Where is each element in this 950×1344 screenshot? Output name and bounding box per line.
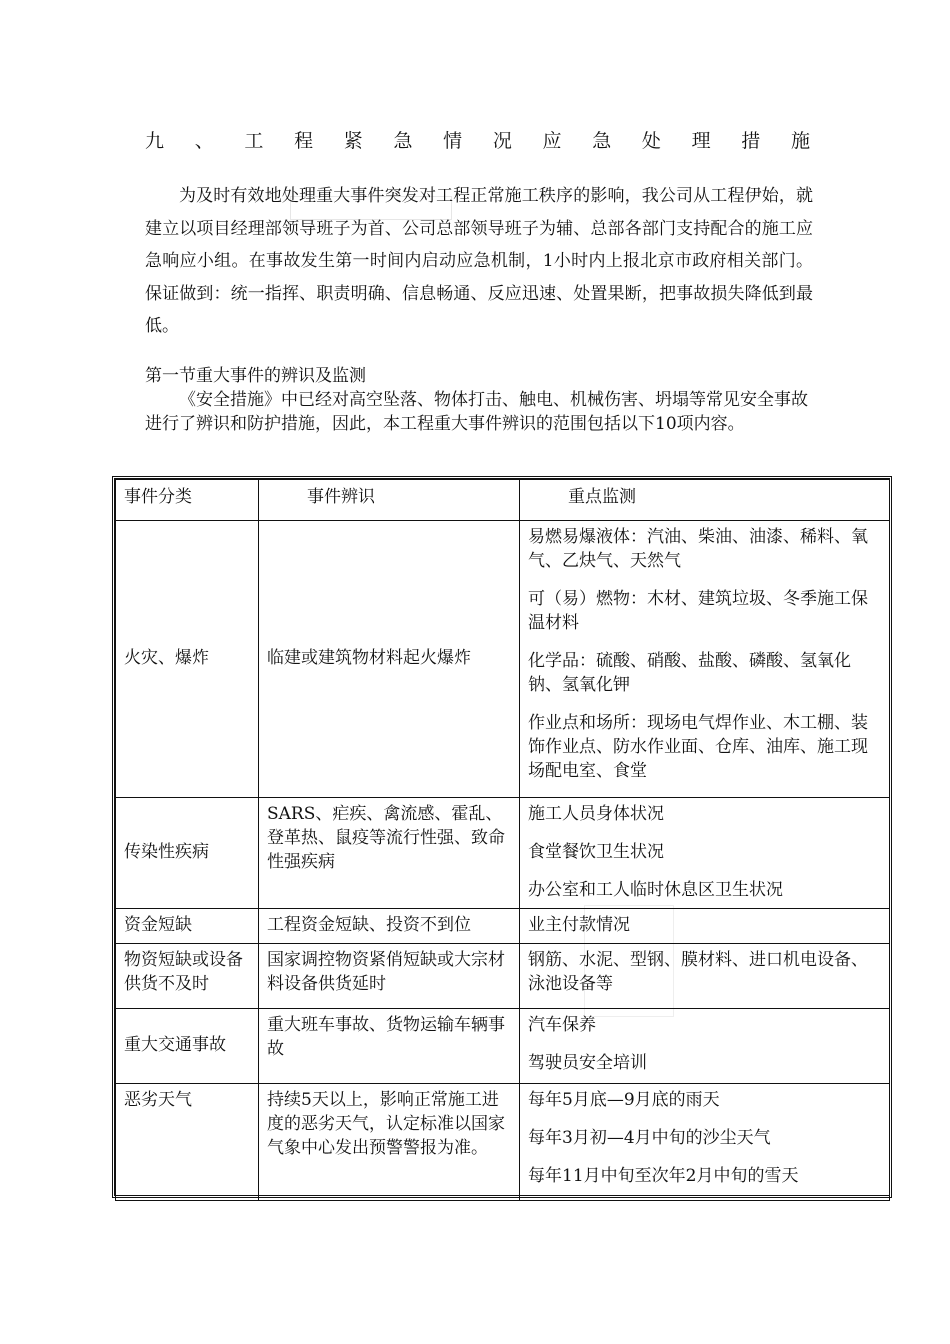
intro-paragraph: 为及时有效地处理重大事件突发对工程正常施工秩序的影响，我公司从工程伊始，就建立以项目经理部领导班子为首、公司总部领导班子为辅、总部各部门支持配合的施工应急响应小组。在事故发生第一时间内启动应急机制，1小时内上报北京市政府相关部门。保证做到：统一指挥、职责明确、信息畅通、反应迅速、处置果断，把事故损失降低到最低。 — [145, 186, 813, 336]
table-row — [116, 1009, 890, 1084]
cell-monitoring — [520, 944, 890, 1009]
section-intro: 《安全措施》中已经对高空坠落、物体打击、触电、机械伤害、坍塌等常见安全事故进行了辨识和防护措施，因此，本工程重大事件辨识的范围包括以下10项内容。 — [145, 390, 808, 434]
cell-identification: 临建或建筑物材料起火爆炸 — [259, 521, 520, 798]
cell-category: 资金短缺 — [116, 909, 259, 944]
title-char: 理 — [691, 130, 711, 152]
cell-monitoring — [520, 798, 890, 909]
cell-monitoring — [520, 521, 890, 798]
title-char: 九 — [145, 130, 165, 152]
header-monitoring: 重点监测 — [520, 480, 890, 521]
table-row — [116, 944, 890, 1009]
cell-monitoring — [520, 1009, 890, 1084]
cell-identification: 持续5天以上，影响正常施工进度的恶劣天气，认定标准以国家气象中心发出预警警报为准。 — [259, 1084, 520, 1201]
table-row — [116, 909, 890, 944]
monitoring-item: 钢筋、水泥、型钢、膜材料、进口机电设备、泳池设备等 — [528, 950, 868, 994]
table-row — [116, 798, 890, 909]
monitoring-item: 食堂餐饮卫生状况 — [528, 842, 664, 862]
monitoring-item: 每年11月中旬至次年2月中旬的雪天 — [528, 1166, 799, 1186]
cell-category: 物资短缺或设备供货不及时 — [116, 944, 259, 1009]
title-char: 程 — [294, 130, 314, 152]
monitoring-item: 易燃易爆液体：汽油、柴油、油漆、稀料、氧气、乙炔气、天然气 — [528, 527, 868, 571]
cell-category: 重大交通事故 — [116, 1009, 259, 1084]
title-char: 紧 — [343, 130, 363, 152]
table-row — [116, 521, 890, 798]
header-category: 事件分类 — [116, 480, 259, 521]
title-char: 、 — [194, 130, 214, 152]
cell-identification: 工程资金短缺、投资不到位 — [259, 909, 520, 944]
header-identification: 事件辨识 — [259, 480, 520, 521]
title-char: 施 — [790, 130, 810, 152]
monitoring-item: 每年3月初—4月中旬的沙尘天气 — [528, 1128, 771, 1148]
monitoring-item: 施工人员身体状况 — [528, 804, 664, 824]
cell-category: 恶劣天气 — [116, 1084, 259, 1201]
monitoring-item: 化学品：硫酸、硝酸、盐酸、磷酸、氢氧化钠、氢氧化钾 — [528, 651, 851, 695]
title-char: 急 — [592, 130, 612, 152]
title-char: 措 — [741, 130, 761, 152]
monitoring-item: 每年5月底—9月底的雨天 — [528, 1090, 720, 1110]
table-row — [116, 1084, 890, 1201]
monitoring-item: 汽车保养 — [528, 1015, 596, 1035]
monitoring-item: 办公室和工人临时休息区卫生状况 — [528, 880, 783, 900]
cell-monitoring — [520, 1084, 890, 1201]
section-heading: 第一节重大事件的辨识及监测 — [145, 366, 366, 386]
events-table — [115, 479, 890, 1201]
monitoring-item: 业主付款情况 — [528, 915, 630, 935]
cell-category: 火灾、爆炸 — [116, 521, 259, 798]
title-char: 急 — [393, 130, 413, 152]
title-char: 工 — [244, 130, 264, 152]
monitoring-item: 驾驶员安全培训 — [528, 1053, 647, 1073]
cell-identification: SARS、疟疾、禽流感、霍乱、登革热、鼠疫等流行性强、致命性强疾病 — [259, 798, 520, 909]
events-table-frame — [112, 476, 892, 1198]
title-char: 情 — [443, 130, 463, 152]
title-char: 处 — [641, 130, 661, 152]
monitoring-item: 可（易）燃物：木材、建筑垃圾、冬季施工保温材料 — [528, 589, 868, 633]
title-char: 应 — [542, 130, 562, 152]
cell-identification: 重大班车事故、货物运输车辆事故 — [259, 1009, 520, 1084]
table-header-row — [116, 480, 890, 521]
title-char: 况 — [492, 130, 512, 152]
cell-category: 传染性疾病 — [116, 798, 259, 909]
document-title — [145, 126, 810, 153]
monitoring-item: 作业点和场所：现场电气焊作业、木工棚、装饰作业点、防水作业面、仓库、油库、施工现场配电室、食堂 — [528, 713, 868, 781]
cell-monitoring — [520, 909, 890, 944]
cell-identification: 国家调控物资紧俏短缺或大宗材料设备供货延时 — [259, 944, 520, 1009]
